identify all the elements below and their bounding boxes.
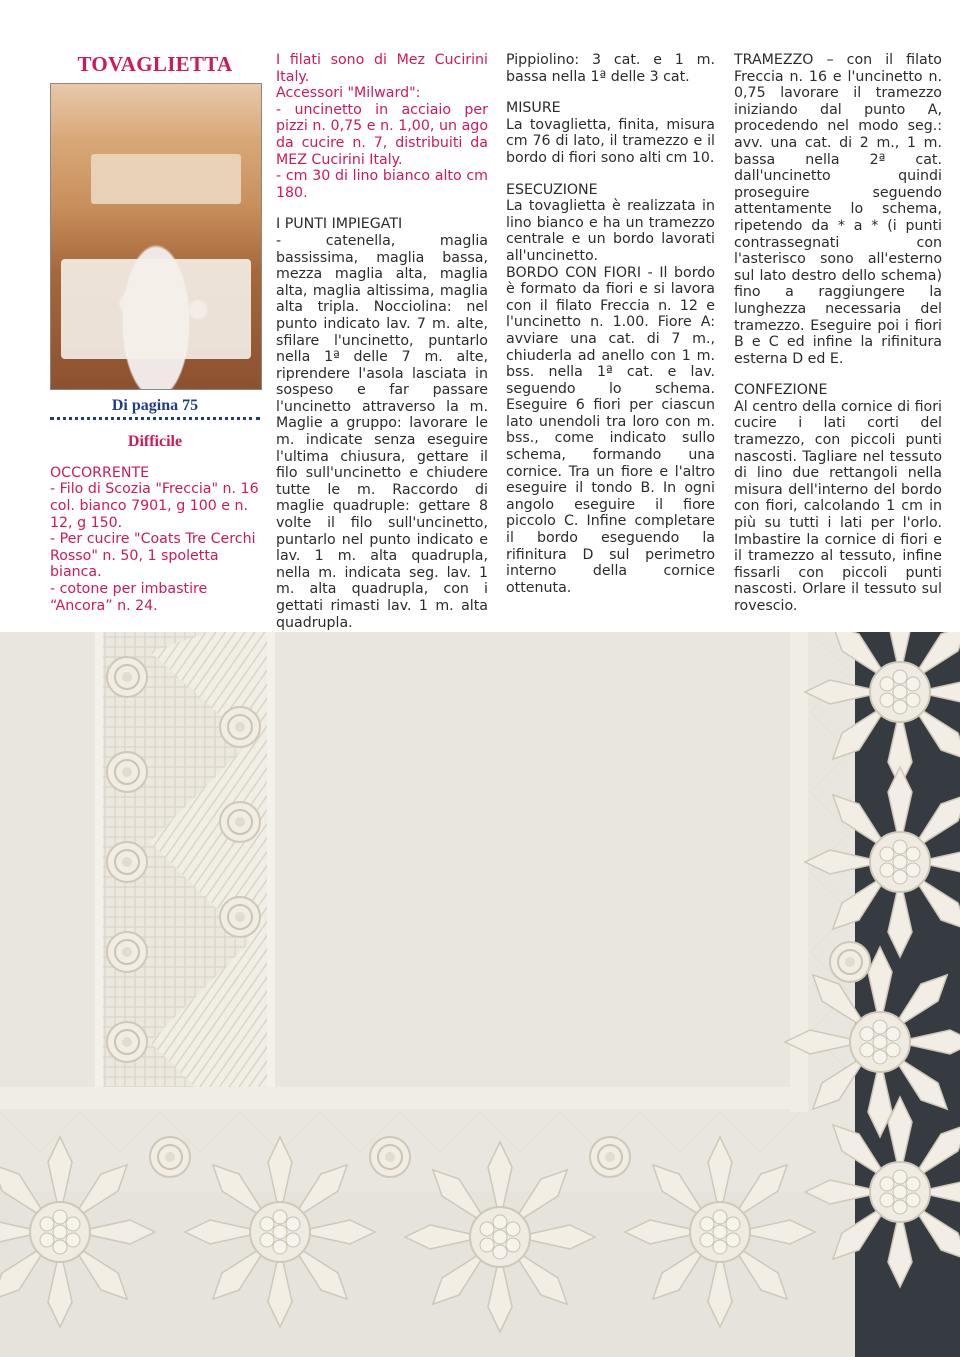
table-setting-photo — [50, 83, 262, 390]
occorrente-line: - Per cucire "Coats Tre Cerchi Rosso" n. 50, 1 spoletta bianca. — [50, 531, 256, 581]
tramezzo-text: TRAMEZZO – con il filato Freccia n. 16 e l'uncinetto n. 0,75 lavorare il tramezzo iniziando dal punto A, procedendo nel modo seg.: avv. una cat. di 2 m., 1 m. bassa nella 2ª cat. dall'uncinetto quindi proseguire seguendo attentamente lo schema, ripetendo da * a * (i punti contrassegnati con l'asterisco sono all'esterno sul lato destro dello schema) fino a raggiungere la lunghezza necessaria del tramezzo. Eseguire poi i fiori B e C ed infine la rifinitura esterna D ed E. — [734, 52, 942, 367]
misure-heading: MISURE — [506, 100, 561, 117]
esecuzione-text: La tovaglietta è realizzata in lino bianco e ha un tramezzo centrale e un bordo lavorati all'uncinetto. — [506, 198, 715, 264]
bordo-text: BORDO CON FIORI - Il bordo è formato da fiori e si lavora con il filato Freccia n. 12 e l'uncinetto n. 1.00. Fiore A: avviare una cat. di 7 m., chiuderla ad anello con 1 m. bss. nella 1ª cat. e lav. seguendo lo schema. Eseguire 6 fiori per ciascun lato unendoli tra loro con m. bss., come indicato sullo schema, formando una cornice. Tra un fiore e l'altro eseguire il tondo B. In ogni angolo eseguire il fiore piccolo C. Infine completare il bordo eseguendo la rifinitura D sul perimetro interno della cornice ottenuta. — [506, 264, 715, 596]
materials-line: - cm 30 di lino bianco alto cm 180. — [276, 168, 488, 201]
difficulty-label: Difficile — [127, 433, 183, 451]
materials-line: - uncinetto in acciaio per pizzi n. 0,75 e n. 1,00, un ago da cucire n. 7, distribuiti da MEZ Cucirini Italy. — [276, 101, 488, 168]
confezione-text: Al centro della cornice di fiori cucire i lati corti del tramezzo, con piccoli punti nascosti. Tagliare nel tessuto di lino due rettangoli nella misura dell'interno del bordo con fiori, calcolando 1 cm in più su tutti i lati per l'orlo. Imbastire la cornice di fiori e il tramezzo al tessuto, infine fissarli con piccoli punti nascosti. Orlare il tessuto sul rovescio. — [734, 398, 942, 614]
occorrente-line: - Filo di Scozia "Freccia" n. 16 col. bianco 7901, g 100 e n. 12, g 150. — [50, 481, 259, 531]
photo-shelf — [91, 154, 241, 204]
dotted-divider — [50, 416, 260, 420]
column-1 — [50, 52, 260, 614]
esecuzione-heading: ESECUZIONE — [506, 181, 598, 198]
confezione-heading: CONFEZIONE — [734, 382, 828, 399]
materials-line: Accessori "Milward": — [276, 85, 421, 102]
punti-heading: I PUNTI IMPIEGATI — [276, 216, 403, 233]
page-title: TOVAGLIETTA — [77, 52, 233, 76]
lace-placemat-photo — [0, 632, 960, 1357]
column-2 — [276, 52, 488, 631]
materials-line: I filati sono di Mez Cucirini Italy. — [276, 52, 488, 85]
occorrente-line: - cotone per imbastire “Ancora” n. 24. — [50, 580, 208, 614]
occorrente-heading: OCCORRENTE — [50, 464, 150, 481]
misure-text: La tovaglietta, finita, misura cm 76 di lato, il tramezzo e il bordo di fiori sono alti cm 10. — [506, 116, 715, 166]
lace-illustration — [0, 632, 960, 1357]
page-reference: Di pagina 75 — [111, 396, 199, 414]
column-4 — [734, 52, 942, 615]
punti-text: - catenella, maglia bassissima, maglia bassa, mezza maglia alta, maglia alta, maglia altissima, maglia alta tripla. Nocciolina: nel punto indicato lav. 7 m. alte, sfilare l'uncinetto, puntarlo nella 1ª delle 7 m. alte, riprendere l'asola lasciata in sospeso e far passare l'uncinetto attraverso la m. Maglie a gruppo: lavorare le m. indicate senza eseguire l'ultima chiusura, gettare il filo sull'uncinetto e chiudere tutte le m. Raccordo di maglie quadruple: gettare 8 volte il filo sull'uncinetto, puntarlo nel punto indicato e lav. 1 m. alta quadrupla, nella m. indicata seg. lav. 1 m. alta quadrupla, con i gettati rimasti lav. 1 m. alta quadrupla. — [276, 232, 488, 631]
photo-placemat — [61, 259, 251, 359]
pippiolino-text: Pippiolino: 3 cat. e 1 m. bassa nella 1ª delle 3 cat. — [506, 52, 715, 85]
column-3 — [506, 52, 715, 596]
